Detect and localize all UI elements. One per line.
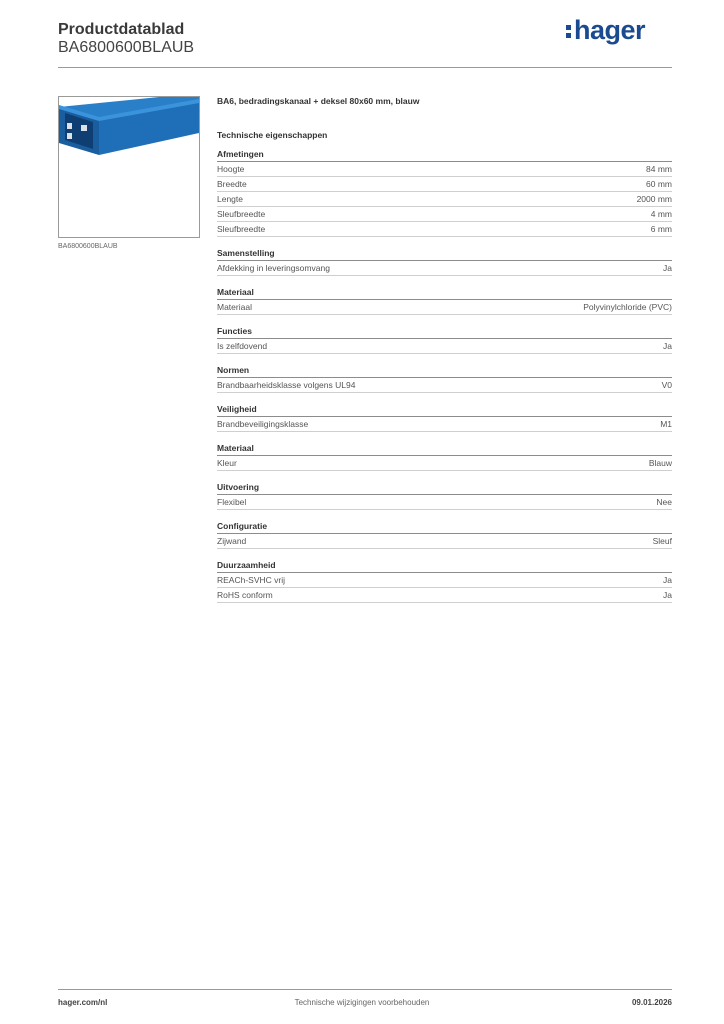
product-title: BA6, bedradingskanaal + deksel 80x60 mm, blauw: [217, 96, 420, 106]
spec-value: Ja: [663, 590, 672, 600]
spec-value: Polyvinylchloride (PVC): [583, 302, 672, 312]
spec-value: Ja: [663, 263, 672, 273]
spec-label: Brandbeveiligingsklasse: [217, 419, 309, 429]
spec-label: Materiaal: [217, 302, 252, 312]
spec-group: [217, 247, 672, 276]
spec-group-heading: Samenstelling: [217, 247, 672, 261]
spec-group: [217, 403, 672, 432]
spec-row: [217, 261, 672, 276]
spec-row: [217, 378, 672, 393]
spec-row: [217, 222, 672, 237]
spec-label: Flexibel: [217, 497, 247, 507]
spec-group: [217, 364, 672, 393]
cable-duct-icon: [59, 97, 199, 237]
spec-label: Afdekking in leveringsomvang: [217, 263, 330, 273]
spec-row: [217, 573, 672, 588]
spec-group-heading: Afmetingen: [217, 148, 672, 162]
document-title: Productdatablad: [58, 21, 185, 38]
spec-label: Kleur: [217, 458, 237, 468]
logo-dots-icon: [566, 19, 573, 39]
spec-group-heading: Configuratie: [217, 520, 672, 534]
spec-value: 4 mm: [650, 209, 672, 219]
spec-row: [217, 417, 672, 432]
image-caption: BA6800600BLAUB: [58, 243, 118, 250]
spec-row: [217, 588, 672, 603]
spec-row: [217, 177, 672, 192]
spec-group: [217, 148, 672, 237]
header-divider: [58, 67, 672, 68]
product-image: [58, 96, 200, 238]
spec-value: 6 mm: [650, 224, 672, 234]
spec-value: Blauw: [648, 458, 672, 468]
spec-group-heading: Veiligheid: [217, 403, 672, 417]
spec-label: Sleufbreedte: [217, 224, 266, 234]
spec-label: Lengte: [217, 194, 243, 204]
spec-label: Sleufbreedte: [217, 209, 266, 219]
spec-label: RoHS conform: [217, 590, 273, 600]
spec-row: [217, 495, 672, 510]
spec-group-heading: Materiaal: [217, 442, 672, 456]
tech-title: Technische eigenschappen: [217, 130, 328, 140]
spec-row: [217, 162, 672, 177]
spec-value: 2000 mm: [636, 194, 672, 204]
spec-value: Ja: [663, 341, 672, 351]
spec-row: [217, 300, 672, 315]
spec-group-heading: Uitvoering: [217, 481, 672, 495]
spec-groups: [217, 148, 672, 603]
footer-date: 09.01.2026: [631, 998, 672, 1007]
spec-value: Nee: [656, 497, 672, 507]
spec-label: Zijwand: [217, 536, 247, 546]
spec-value: Sleuf: [652, 536, 672, 546]
spec-group: [217, 442, 672, 471]
product-code: BA6800600BLAUB: [58, 39, 195, 56]
spec-value: M1: [660, 419, 672, 429]
spec-value: 60 mm: [646, 179, 672, 189]
spec-group: [217, 559, 672, 603]
spec-row: [217, 534, 672, 549]
spec-label: Is zelfdovend: [217, 341, 268, 351]
spec-content: [217, 94, 672, 603]
spec-row: [217, 192, 672, 207]
spec-row: [217, 339, 672, 354]
spec-group-heading: Duurzaamheid: [217, 559, 672, 573]
footer-disclaimer: Technische wijzigingen voorbehouden: [294, 998, 430, 1007]
spec-group-heading: Materiaal: [217, 286, 672, 300]
spec-label: Breedte: [217, 179, 247, 189]
spec-group: [217, 520, 672, 549]
spec-group: [217, 481, 672, 510]
logo-text: hager: [574, 15, 646, 45]
spec-group: [217, 286, 672, 315]
spec-group: [217, 325, 672, 354]
spec-value: Ja: [663, 575, 672, 585]
spec-label: Brandbaarheidsklasse volgens UL94: [217, 380, 356, 390]
spec-label: Hoogte: [217, 164, 245, 174]
spec-value: V0: [661, 380, 672, 390]
footer-website: hager.com/nl: [58, 998, 108, 1007]
hager-logo: [566, 15, 645, 46]
footer-divider: [58, 989, 672, 990]
spec-row: [217, 207, 672, 222]
spec-group-heading: Functies: [217, 325, 672, 339]
spec-value: 84 mm: [646, 164, 672, 174]
spec-label: REACh-SVHC vrij: [217, 575, 286, 585]
spec-group-heading: Normen: [217, 364, 672, 378]
spec-row: [217, 456, 672, 471]
